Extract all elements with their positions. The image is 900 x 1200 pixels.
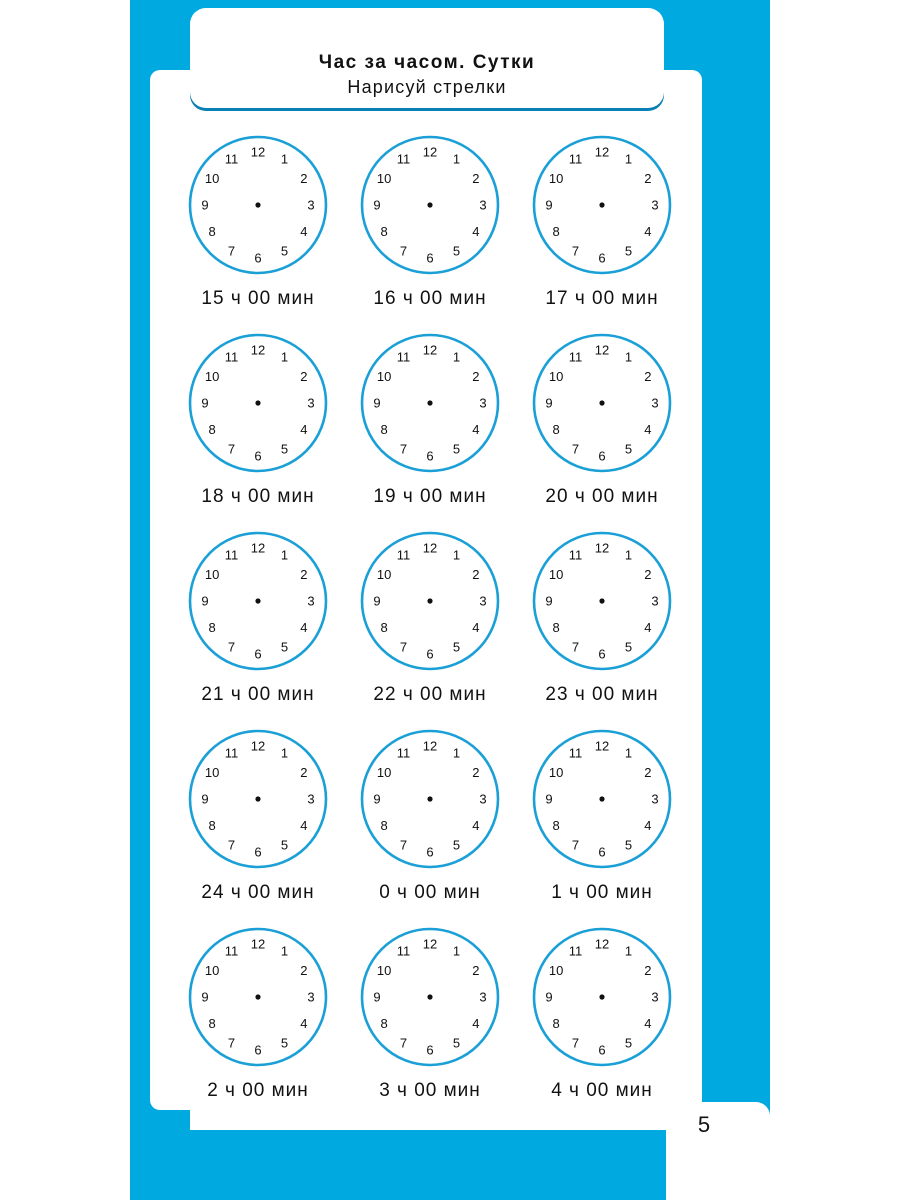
- clock-numeral: 10: [548, 369, 564, 384]
- clock-caption: 4 ч 00 мин: [551, 1080, 653, 1101]
- clock-numeral: 9: [373, 791, 381, 807]
- clock-numeral: 8: [552, 818, 560, 833]
- clock-numeral: 4: [300, 818, 308, 833]
- clock-numeral: 1: [452, 943, 461, 959]
- clock-center-dot: [255, 400, 260, 405]
- clock-numeral: 9: [201, 791, 209, 807]
- clock-numeral: 5: [452, 639, 461, 655]
- clock-numeral: 5: [624, 1035, 633, 1051]
- clock-numeral: 2: [644, 369, 652, 384]
- clock-face[interactable]: [531, 926, 673, 1068]
- clock-numeral: 1: [280, 349, 289, 365]
- clock-numeral: 6: [598, 1042, 606, 1058]
- clock-center-dot: [427, 796, 432, 801]
- clock-center-dot: [427, 202, 432, 207]
- clock-numeral: 6: [426, 1042, 434, 1058]
- clock-numeral: 11: [396, 151, 411, 167]
- clock-numeral: 10: [376, 765, 392, 780]
- clock-numeral: 5: [624, 441, 633, 457]
- clock-numeral: 7: [399, 837, 408, 853]
- clock-numeral: 6: [254, 250, 262, 266]
- clock-numeral: 5: [280, 243, 289, 259]
- clock-numeral: 1: [280, 943, 289, 959]
- clock-numeral: 2: [472, 369, 480, 384]
- clock-numeral: 6: [426, 646, 434, 662]
- clock-numeral: 11: [568, 943, 583, 959]
- clock-face[interactable]: [187, 728, 329, 870]
- clock-numeral: 8: [552, 422, 560, 437]
- clock-numeral: 12: [594, 342, 610, 358]
- clock-numeral: 8: [208, 818, 216, 833]
- clock-numeral: 2: [300, 567, 308, 582]
- clock-center-dot: [255, 598, 260, 603]
- clock-numeral: 12: [422, 342, 438, 358]
- clock-numeral: 5: [624, 639, 633, 655]
- clock-numeral: 12: [594, 936, 610, 952]
- clock-center-dot: [427, 400, 432, 405]
- clock-numeral: 2: [300, 171, 308, 186]
- clock-caption: 16 ч 00 мин: [373, 288, 487, 309]
- clock-numeral: 1: [452, 151, 461, 167]
- clock-numeral: 1: [280, 745, 289, 761]
- clock-numeral: 8: [208, 620, 216, 635]
- clock-numeral: 12: [422, 936, 438, 952]
- clock-numeral: 7: [227, 243, 236, 259]
- clock-numeral: 11: [568, 151, 583, 167]
- clock-numeral: 11: [568, 349, 583, 365]
- clock-numeral: 10: [548, 963, 564, 978]
- clock-numeral: 11: [224, 745, 239, 761]
- clock-numeral: 1: [624, 745, 633, 761]
- clock-numeral: 10: [204, 369, 220, 384]
- clock-numeral: 10: [376, 963, 392, 978]
- clock-cell: [344, 526, 516, 724]
- clock-numeral: 9: [201, 395, 209, 411]
- clock-numeral: 6: [598, 448, 606, 464]
- clock-numeral: 4: [300, 620, 308, 635]
- clock-numeral: 10: [548, 567, 564, 582]
- clock-numeral: 7: [399, 639, 408, 655]
- clock-numeral: 11: [224, 943, 239, 959]
- clock-numeral: 10: [204, 963, 220, 978]
- clock-numeral: 9: [201, 989, 209, 1005]
- clock-numeral: 3: [479, 791, 487, 807]
- clock-numeral: 7: [571, 837, 580, 853]
- clock-numeral: 2: [644, 567, 652, 582]
- clock-cell: [516, 922, 688, 1120]
- clock-numeral: 5: [280, 639, 289, 655]
- clock-caption: 3 ч 00 мин: [379, 1080, 481, 1101]
- clock-numeral: 2: [644, 963, 652, 978]
- clock-numeral: 12: [250, 738, 266, 754]
- clock-numeral: 3: [479, 989, 487, 1005]
- clock-face[interactable]: [187, 134, 329, 276]
- clock-cell: [344, 922, 516, 1120]
- clock-numeral: 7: [399, 441, 408, 457]
- clock-numeral: 7: [399, 243, 408, 259]
- right-blue-band: [700, 0, 770, 1200]
- clock-numeral: 8: [552, 1016, 560, 1031]
- clock-numeral: 10: [376, 369, 392, 384]
- clock-numeral: 5: [624, 243, 633, 259]
- clock-center-dot: [599, 598, 604, 603]
- clock-cell: [344, 328, 516, 526]
- clock-numeral: 11: [396, 943, 411, 959]
- clock-cell: [344, 724, 516, 922]
- clock-center-dot: [255, 202, 260, 207]
- clock-numeral: 5: [280, 441, 289, 457]
- clock-numeral: 3: [479, 593, 487, 609]
- clock-numeral: 7: [571, 1035, 580, 1051]
- clock-numeral: 8: [208, 422, 216, 437]
- clock-numeral: 5: [280, 1035, 289, 1051]
- clock-numeral: 2: [472, 963, 480, 978]
- clock-numeral: 10: [204, 567, 220, 582]
- clock-numeral: 9: [201, 197, 209, 213]
- clock-numeral: 1: [452, 547, 461, 563]
- clock-face[interactable]: [359, 530, 501, 672]
- clock-numeral: 9: [545, 395, 553, 411]
- clock-numeral: 9: [545, 593, 553, 609]
- clock-caption: 20 ч 00 мин: [545, 486, 659, 507]
- clock-numeral: 10: [548, 765, 564, 780]
- clock-numeral: 9: [545, 791, 553, 807]
- clock-numeral: 4: [644, 818, 652, 833]
- clock-center-dot: [427, 598, 432, 603]
- clock-numeral: 3: [651, 395, 659, 411]
- clock-center-dot: [427, 994, 432, 999]
- clock-numeral: 5: [452, 441, 461, 457]
- clock-center-dot: [599, 202, 604, 207]
- page-number-tab: [666, 1102, 770, 1200]
- clock-numeral: 2: [644, 765, 652, 780]
- clock-caption: 17 ч 00 мин: [545, 288, 659, 309]
- clock-face[interactable]: [359, 134, 501, 276]
- clock-numeral: 3: [307, 197, 315, 213]
- clock-numeral: 11: [224, 151, 239, 167]
- clock-numeral: 3: [307, 989, 315, 1005]
- clock-numeral: 5: [452, 1035, 461, 1051]
- clock-numeral: 4: [644, 422, 652, 437]
- clock-numeral: 6: [254, 1042, 262, 1058]
- clock-numeral: 1: [624, 943, 633, 959]
- clock-grid: [172, 130, 688, 1120]
- clock-numeral: 6: [598, 646, 606, 662]
- clock-numeral: 3: [307, 593, 315, 609]
- clock-numeral: 4: [472, 224, 480, 239]
- clock-cell: [344, 130, 516, 328]
- clock-cell: [172, 724, 344, 922]
- clock-center-dot: [599, 796, 604, 801]
- clock-caption: 24 ч 00 мин: [201, 882, 315, 903]
- clock-numeral: 5: [280, 837, 289, 853]
- clock-numeral: 1: [452, 349, 461, 365]
- clock-cell: [516, 526, 688, 724]
- clock-numeral: 6: [426, 844, 434, 860]
- clock-numeral: 10: [204, 171, 220, 186]
- clock-numeral: 7: [571, 639, 580, 655]
- clock-numeral: 5: [624, 837, 633, 853]
- clock-center-dot: [255, 994, 260, 999]
- clock-numeral: 7: [227, 639, 236, 655]
- clock-numeral: 2: [472, 171, 480, 186]
- clock-numeral: 6: [426, 448, 434, 464]
- clock-cell: [516, 328, 688, 526]
- clock-numeral: 2: [644, 171, 652, 186]
- clock-caption: 19 ч 00 мин: [373, 486, 487, 507]
- clock-face[interactable]: [531, 332, 673, 474]
- clock-numeral: 4: [472, 818, 480, 833]
- clock-numeral: 12: [594, 540, 610, 556]
- clock-numeral: 12: [250, 144, 266, 160]
- clock-numeral: 1: [280, 547, 289, 563]
- clock-numeral: 9: [373, 989, 381, 1005]
- clock-numeral: 7: [571, 441, 580, 457]
- clock-numeral: 4: [644, 224, 652, 239]
- clock-caption: 22 ч 00 мин: [373, 684, 487, 705]
- clock-numeral: 1: [280, 151, 289, 167]
- clock-numeral: 12: [422, 144, 438, 160]
- clock-numeral: 7: [227, 1035, 236, 1051]
- clock-face[interactable]: [531, 728, 673, 870]
- clock-numeral: 10: [376, 567, 392, 582]
- clock-center-dot: [255, 796, 260, 801]
- clock-numeral: 12: [594, 738, 610, 754]
- clock-numeral: 4: [472, 620, 480, 635]
- clock-numeral: 10: [548, 171, 564, 186]
- clock-numeral: 6: [598, 250, 606, 266]
- clock-numeral: 8: [380, 620, 388, 635]
- clock-numeral: 4: [644, 620, 652, 635]
- clock-numeral: 3: [479, 197, 487, 213]
- clock-numeral: 2: [300, 963, 308, 978]
- clock-caption: 0 ч 00 мин: [379, 882, 481, 903]
- clock-numeral: 4: [300, 422, 308, 437]
- page-title: Час за часом. Сутки: [318, 52, 536, 73]
- clock-numeral: 9: [201, 593, 209, 609]
- clock-caption: 23 ч 00 мин: [545, 684, 659, 705]
- clock-numeral: 9: [373, 593, 381, 609]
- page-subtitle: Нарисуй стрелки: [347, 77, 507, 97]
- clock-numeral: 3: [651, 989, 659, 1005]
- clock-numeral: 1: [624, 151, 633, 167]
- clock-numeral: 8: [208, 224, 216, 239]
- clock-numeral: 10: [204, 765, 220, 780]
- clock-numeral: 4: [300, 224, 308, 239]
- clock-numeral: 7: [227, 441, 236, 457]
- clock-numeral: 5: [452, 837, 461, 853]
- clock-face[interactable]: [187, 332, 329, 474]
- clock-numeral: 3: [307, 791, 315, 807]
- clock-numeral: 9: [373, 197, 381, 213]
- clock-face[interactable]: [359, 728, 501, 870]
- clock-numeral: 2: [472, 567, 480, 582]
- clock-numeral: 11: [224, 547, 239, 563]
- clock-numeral: 1: [624, 349, 633, 365]
- header-box: [190, 8, 664, 108]
- clock-numeral: 8: [380, 224, 388, 239]
- clock-cell: [172, 922, 344, 1120]
- clock-numeral: 12: [422, 540, 438, 556]
- clock-numeral: 6: [426, 250, 434, 266]
- clock-caption: 18 ч 00 мин: [201, 486, 315, 507]
- clock-center-dot: [599, 994, 604, 999]
- clock-face[interactable]: [359, 926, 501, 1068]
- clock-numeral: 12: [250, 342, 266, 358]
- clock-numeral: 12: [250, 936, 266, 952]
- clock-numeral: 6: [254, 646, 262, 662]
- clock-face[interactable]: [187, 530, 329, 672]
- clock-numeral: 11: [224, 349, 239, 365]
- clock-caption: 1 ч 00 мин: [551, 882, 653, 903]
- clock-numeral: 6: [254, 844, 262, 860]
- clock-numeral: 1: [624, 547, 633, 563]
- clock-numeral: 4: [644, 1016, 652, 1031]
- clock-numeral: 3: [651, 593, 659, 609]
- clock-numeral: 11: [396, 547, 411, 563]
- clock-numeral: 7: [399, 1035, 408, 1051]
- clock-numeral: 4: [472, 1016, 480, 1031]
- clock-numeral: 4: [300, 1016, 308, 1031]
- clock-numeral: 8: [380, 422, 388, 437]
- clock-cell: [516, 724, 688, 922]
- clock-numeral: 2: [472, 765, 480, 780]
- clock-numeral: 10: [376, 171, 392, 186]
- clock-numeral: 2: [300, 369, 308, 384]
- clock-numeral: 8: [380, 818, 388, 833]
- clock-numeral: 5: [452, 243, 461, 259]
- clock-face[interactable]: [531, 530, 673, 672]
- clock-center-dot: [599, 400, 604, 405]
- clock-numeral: 8: [552, 620, 560, 635]
- clock-numeral: 8: [380, 1016, 388, 1031]
- clock-numeral: 9: [545, 989, 553, 1005]
- clock-numeral: 4: [472, 422, 480, 437]
- clock-cell: [516, 130, 688, 328]
- clock-numeral: 6: [254, 448, 262, 464]
- clock-numeral: 9: [373, 395, 381, 411]
- clock-numeral: 1: [452, 745, 461, 761]
- clock-numeral: 8: [208, 1016, 216, 1031]
- clock-face[interactable]: [531, 134, 673, 276]
- clock-numeral: 9: [545, 197, 553, 213]
- clock-numeral: 11: [568, 547, 583, 563]
- clock-numeral: 2: [300, 765, 308, 780]
- clock-numeral: 7: [571, 243, 580, 259]
- clock-numeral: 3: [479, 395, 487, 411]
- clock-caption: 2 ч 00 мин: [207, 1080, 309, 1101]
- clock-cell: [172, 526, 344, 724]
- clock-numeral: 8: [552, 224, 560, 239]
- clock-numeral: 7: [227, 837, 236, 853]
- clock-numeral: 11: [396, 745, 411, 761]
- page-number: 5: [697, 1112, 711, 1137]
- clock-numeral: 12: [250, 540, 266, 556]
- clock-numeral: 12: [594, 144, 610, 160]
- clock-numeral: 6: [598, 844, 606, 860]
- clock-numeral: 3: [307, 395, 315, 411]
- clock-face[interactable]: [187, 926, 329, 1068]
- clock-face[interactable]: [359, 332, 501, 474]
- clock-cell: [172, 130, 344, 328]
- clock-numeral: 3: [651, 197, 659, 213]
- clock-cell: [172, 328, 344, 526]
- clock-numeral: 12: [422, 738, 438, 754]
- clock-numeral: 11: [396, 349, 411, 365]
- clock-numeral: 3: [651, 791, 659, 807]
- clock-numeral: 11: [568, 745, 583, 761]
- clock-caption: 21 ч 00 мин: [201, 684, 315, 705]
- clock-caption: 15 ч 00 мин: [201, 288, 315, 309]
